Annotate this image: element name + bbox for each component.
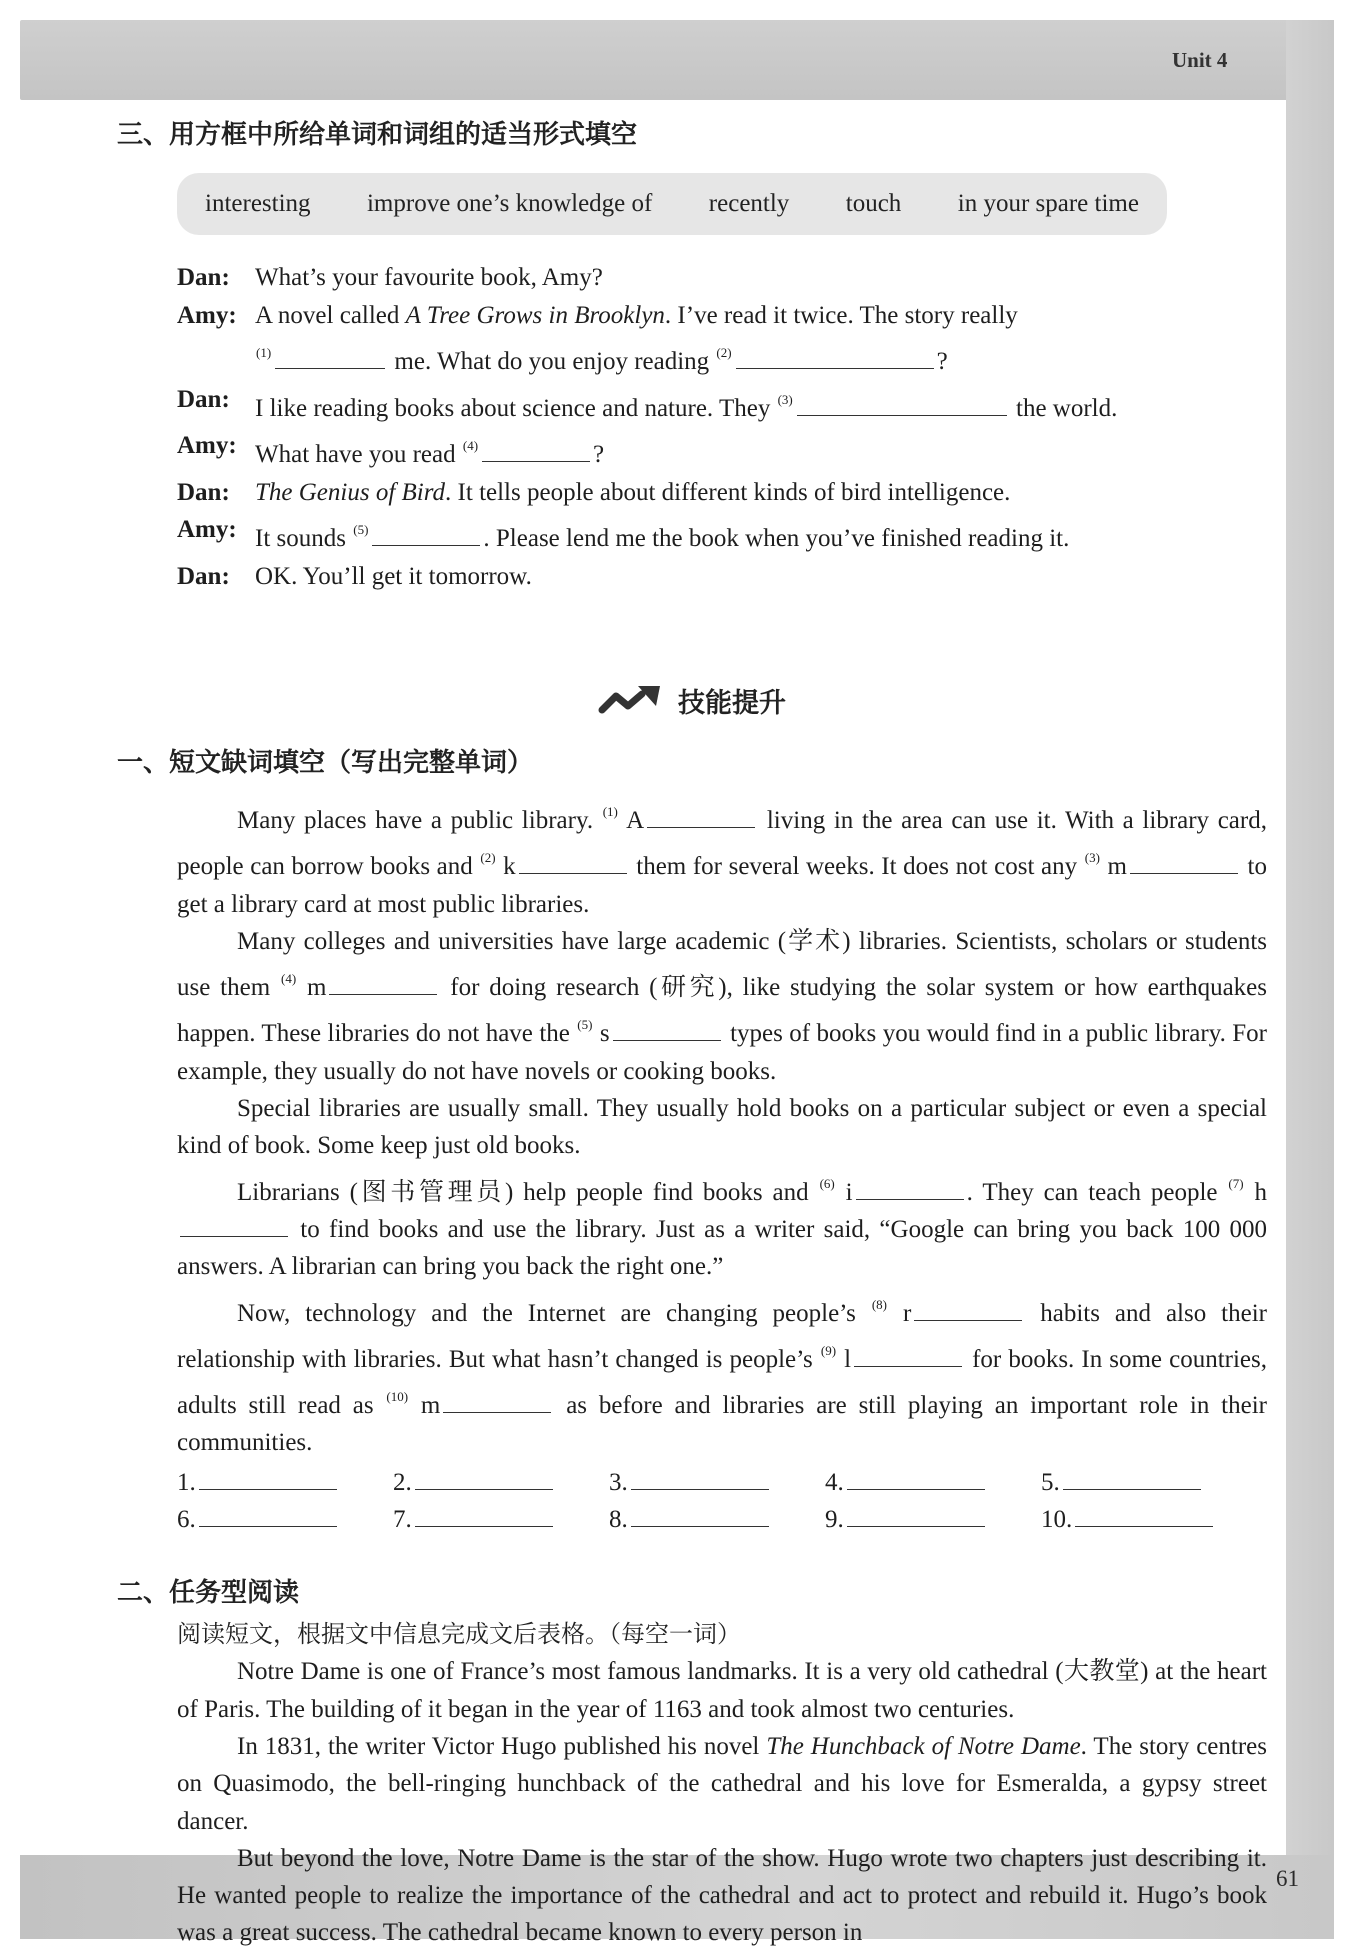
answer-grid: [177, 1464, 1257, 1539]
answer-item: 9.: [825, 1501, 1041, 1538]
cloze-heading: 一、短文缺词填空（写出完整单词）: [117, 748, 534, 778]
task-reading-heading: 二、任务型阅读: [117, 1578, 300, 1609]
dialogue-text: I like reading books about science and nature. They $^{(3)}$ the world.: [255, 391, 1118, 422]
answer-blank[interactable]: [415, 1501, 553, 1527]
unit-label: Unit 4: [1172, 48, 1228, 72]
speaker: Amy:: [177, 432, 237, 459]
page-content: [117, 114, 1267, 1952]
speaker: [177, 334, 255, 381]
speaker: Amy:: [177, 516, 237, 543]
dialogue-text: OK. You’ll get it tomorrow.: [255, 562, 532, 590]
passage-paragraph: In 1831, the writer Victor Hugo published his novel The Hunchback of Notre Dame. The story centres on Quasimodo, the bell-ringing hunchback of the cathedral and his love for Esmeralda, a gypsy street dancer.: [177, 1732, 1267, 1835]
speaker: Amy:: [177, 301, 237, 329]
dialogue-line: [177, 334, 1267, 381]
answer-blank[interactable]: [372, 520, 480, 546]
passage-paragraph: But beyond the love, Notre Dame is the star of the show. Hugo wrote two chapters just describing it. He wanted people to realize the importance of the cathedral and act to protect and rebuild it. Hugo’s book was a great success. The cathedral became known to every person in: [177, 1844, 1267, 1947]
answer-item: 8.: [609, 1501, 825, 1538]
task-passage: [177, 1653, 1267, 1951]
answer-blank[interactable]: [856, 1174, 964, 1200]
answer-blank[interactable]: [847, 1464, 985, 1490]
dialogue-line: [177, 427, 1267, 474]
passage-paragraph: Librarians (图书管理员) help people find books and $^{(6)}$ i . They can teach people $^{(7)}$ h to find books and use the library. Just as a writer said, “Google can bring you back 100 000 answers. A librarian can bring you back the right one.”: [177, 1175, 1268, 1281]
skills-title-text: 技能提升: [678, 688, 786, 719]
answer-item: 10.: [1041, 1501, 1257, 1538]
dialogue-line: [177, 297, 1267, 335]
dialogue-text: A novel called A Tree Grows in Brooklyn. I’ve read it twice. The story really: [255, 301, 1018, 329]
answer-item: 7.: [393, 1501, 609, 1538]
answer-blank[interactable]: [443, 1387, 551, 1413]
blank-number: (3): [777, 391, 793, 407]
word-bank-box: [177, 173, 1167, 235]
answer-blank[interactable]: [180, 1211, 288, 1237]
answer-blank[interactable]: [613, 1015, 721, 1041]
answer-blank[interactable]: [519, 848, 627, 874]
answer-blank[interactable]: [199, 1464, 337, 1490]
trend-arrow-icon: [598, 686, 666, 716]
answer-item: 2.: [393, 1464, 609, 1501]
dialogue-text: $^{(1)}$ me. What do you enjoy reading $^{(2)}$ ?: [256, 345, 948, 375]
answer-item: 1.: [177, 1464, 393, 1501]
page-right-band: [1286, 20, 1334, 1855]
answer-blank[interactable]: [854, 1341, 962, 1367]
word-bank-item: interesting: [205, 190, 311, 217]
answer-blank[interactable]: [1075, 1501, 1213, 1527]
answer-item: 3.: [609, 1464, 825, 1501]
speaker: Dan:: [177, 385, 230, 413]
answer-blank[interactable]: [914, 1295, 1022, 1321]
dialogue-line: [177, 259, 1267, 297]
answer-item: 4.: [825, 1464, 1041, 1501]
answer-blank[interactable]: [647, 802, 755, 828]
page-number: 61: [1276, 1866, 1299, 1891]
answer-blank[interactable]: [329, 969, 437, 995]
blank-number: (2): [716, 345, 732, 360]
dialogue-line: [177, 474, 1267, 512]
word-bank-item: recently: [708, 190, 790, 217]
speaker: Dan:: [177, 478, 230, 506]
answer-blank[interactable]: [1063, 1464, 1201, 1490]
word-bank-item: improve one’s knowledge of: [366, 190, 653, 217]
page-top-band: [20, 20, 1334, 100]
answer-blank[interactable]: [1130, 848, 1238, 874]
speaker: Dan:: [177, 264, 230, 291]
answer-blank[interactable]: [847, 1501, 985, 1527]
answer-blank[interactable]: [797, 390, 1007, 416]
word-bank-item: touch: [845, 190, 902, 217]
dialogue-text: What’s your favourite book, Amy?: [255, 264, 603, 291]
answer-blank[interactable]: [199, 1501, 337, 1527]
answer-blank[interactable]: [631, 1464, 769, 1490]
dialogue-text: It sounds $^{(5)}$ . Please lend me the book when you’ve finished reading it.: [255, 522, 1070, 552]
passage-paragraph: Special libraries are usually small. They usually hold books on a particular subject or even a special kind of book. Some keep just old books.: [177, 1095, 1267, 1160]
passage-paragraph: Notre Dame is one of France’s most famous landmarks. It is a very old cathedral (大教堂) at the heart of Paris. The building of it began in the year of 1163 and took almost two centuries.: [177, 1658, 1267, 1723]
blank-number: (1): [256, 345, 272, 360]
dialogue-line: [177, 381, 1267, 428]
speaker: Dan:: [177, 562, 230, 590]
answer-blank[interactable]: [736, 343, 934, 369]
dialogue-line: [177, 511, 1267, 558]
dialogue-line: [177, 558, 1267, 596]
task-instructions: 阅读短文，根据文中信息完成文后表格。（每空一词）: [177, 1620, 741, 1649]
blank-number: (4): [462, 438, 479, 453]
passage-paragraph: Many colleges and universities have large academic (学术) libraries. Scientists, scholars or students use them $^{(4)}$ m for doing research (研究), like studying the solar system or how earthquakes happen. These libraries do not have the $^{(5)}$ s types of books you would find in a public library. For example, they usually do not have novels or cooking books.: [177, 927, 1268, 1085]
skills-title: [117, 681, 1267, 720]
answer-item: 5.: [1041, 1464, 1257, 1501]
answer-blank[interactable]: [482, 436, 590, 462]
cloze-passage: [177, 793, 1267, 1462]
answer-blank[interactable]: [415, 1464, 553, 1490]
dialogue-text: What have you read $^{(4)}$ ?: [255, 438, 605, 468]
answer-blank[interactable]: [631, 1501, 769, 1527]
word-bank-item: in your spare time: [957, 190, 1139, 217]
blank-number: (5): [353, 522, 369, 537]
answer-item: 6.: [177, 1501, 393, 1538]
passage-paragraph: Now, technology and the Internet are changing people’s $^{(8)}$ r habits and also their relationship with libraries. But what hasn’t changed is people’s $^{(9)}$ l for books. In some countries, adults still read as $^{(10)}$ m as before and libraries are still playing an important role in their communities.: [177, 1296, 1267, 1457]
answer-blank[interactable]: [275, 343, 385, 369]
passage-paragraph: Many places have a public library. $^{(1)}$ A living in the area can use it. With a library card, people can borrow books and $^{(2)}$ k them for several weeks. It does not cost any $^{(3)}$ m to get a library card at most public libraries.: [177, 804, 1267, 918]
dialogue: [177, 259, 1267, 595]
section-three-heading: 三、用方框中所给单词和词组的适当形式填空: [117, 120, 638, 150]
dialogue-text: The Genius of Bird. It tells people about different kinds of bird intelligence.: [255, 478, 1011, 506]
